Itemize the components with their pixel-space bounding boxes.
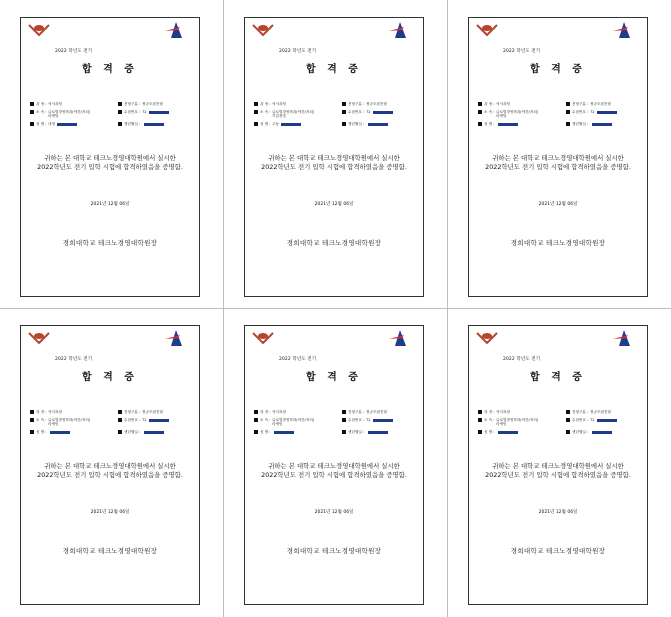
year-term: 2022 학년도 전기: [279, 357, 317, 362]
statement-line-2: 2022학년도 전기 입학 시험에 합격하였음을 증명함.: [37, 163, 183, 171]
khu-techno-logo-icon: [162, 329, 186, 347]
dept-value: 글로벌경영학과(야간/저녁) 마케팅: [48, 110, 91, 118]
statement-line-1: 귀하는 본 대학교 테크노경영대학원에서 실시한: [268, 154, 400, 162]
info-row-name: [30, 122, 195, 130]
info-row-course: [254, 102, 419, 110]
birth-label: 생년월일 :: [124, 122, 141, 126]
issue-date: 2021년 12월 06일: [538, 510, 578, 515]
exam-no-value: 72: [142, 110, 147, 114]
statement-line-2: 2022학년도 전기 입학 시험에 합격하였음을 증명함.: [261, 471, 407, 479]
redacted-stamp: [57, 123, 77, 126]
signer: 경희대학교 테크노경영대학원장: [510, 239, 606, 247]
exam-no-value: 72: [590, 110, 595, 114]
redacted-stamp: [592, 123, 612, 126]
course-label: 과 정 :: [260, 410, 271, 414]
signer: 경희대학교 테크노경영대학원장: [62, 239, 158, 247]
exam-no-value: 72: [366, 418, 371, 422]
info-row-course: [30, 410, 195, 418]
type-label: 전형구분 :: [348, 410, 365, 414]
khu-techno-logo-icon: [386, 329, 410, 347]
dept-label: 소 속 :: [484, 110, 495, 114]
course-value: 석사과정: [272, 102, 286, 106]
info-row-course: [254, 410, 419, 418]
redacted-stamp: [144, 431, 164, 434]
type-label: 전형구분 :: [572, 102, 589, 106]
exam-no-label: 수험번호 :: [124, 418, 141, 422]
dept-value: 글로벌경영학과(야간/저녁) 마케팅: [496, 418, 539, 426]
exam-no-value: 72: [142, 418, 147, 422]
statement: [245, 462, 423, 480]
type-value: 정규모집전형: [590, 102, 611, 106]
dept-label: 소 속 :: [260, 110, 271, 114]
name-label: 성 명 :: [36, 430, 47, 434]
statement-line-2: 2022학년도 전기 입학 시험에 합격하였음을 증명함.: [37, 471, 183, 479]
certificate-title: 합 격 증: [306, 372, 362, 383]
info-row-dept: [478, 110, 643, 118]
info-row-name: [254, 430, 419, 438]
type-label: 전형구분 :: [124, 410, 141, 414]
exam-no-label: 수험번호 :: [572, 418, 589, 422]
info-row-name: [478, 122, 643, 130]
name-value: 내정: [48, 122, 55, 126]
course-label: 과 정 :: [484, 102, 495, 106]
khu-techno-logo-icon: [610, 329, 634, 347]
birth-label: 생년월일 :: [572, 430, 589, 434]
issue-date: 2021년 12월 06일: [90, 510, 130, 515]
year-term: 2022 학년도 전기: [55, 49, 93, 54]
year-term: 2022 학년도 전기: [503, 49, 541, 54]
name-value: 고둥: [272, 122, 279, 126]
course-label: 과 정 :: [260, 102, 271, 106]
birth-label: 생년월일 :: [348, 430, 365, 434]
statement-line-2: 2022학년도 전기 입학 시험에 합격하였음을 증명함.: [485, 471, 631, 479]
birth-label: 생년월일 :: [572, 122, 589, 126]
course-value: 석사과정: [496, 102, 510, 106]
khu-emblem-icon: [475, 331, 499, 345]
redacted-stamp: [592, 431, 612, 434]
name-label: 성 명 :: [260, 430, 271, 434]
issue-date: 2021년 12월 06일: [314, 510, 354, 515]
info-row-dept: [254, 110, 419, 118]
certificate-title: 합 격 증: [82, 64, 138, 75]
redacted-stamp: [50, 431, 70, 434]
redacted-stamp: [498, 431, 518, 434]
certificate-card: [20, 17, 200, 297]
exam-no-label: 수험번호 :: [124, 110, 141, 114]
statement: [245, 154, 423, 172]
dept-label: 소 속 :: [36, 418, 47, 422]
redacted-stamp: [274, 431, 294, 434]
name-label: 성 명 :: [260, 122, 271, 126]
redacted-stamp: [597, 111, 617, 114]
certificate-card: [20, 325, 200, 605]
certificate-title: 합 격 증: [530, 372, 586, 383]
redacted-stamp: [368, 431, 388, 434]
statement: [469, 154, 647, 172]
signer: 경희대학교 테크노경영대학원장: [286, 547, 382, 555]
year-term: 2022 학년도 전기: [279, 49, 317, 54]
khu-techno-logo-icon: [610, 21, 634, 39]
course-value: 석사과정: [48, 410, 62, 414]
birth-label: 생년월일 :: [348, 122, 365, 126]
dept-value: 글로벌경영학과(야간/저녁) 기업경영: [272, 110, 315, 118]
dept-value: 글로벌경영학과(야간/저녁) 마케팅: [272, 418, 315, 426]
dept-value: 글로벌경영학과(야간/저녁) 마케팅: [496, 110, 539, 118]
redacted-stamp: [368, 123, 388, 126]
dept-label: 소 속 :: [36, 110, 47, 114]
name-label: 성 명 :: [36, 122, 47, 126]
type-label: 전형구분 :: [348, 102, 365, 106]
certificate-card: [468, 17, 648, 297]
info-row-name: [254, 122, 419, 130]
row-divider: [0, 308, 671, 309]
exam-no-label: 수험번호 :: [348, 418, 365, 422]
statement-line-1: 귀하는 본 대학교 테크노경영대학원에서 실시한: [492, 154, 624, 162]
khu-emblem-icon: [251, 23, 275, 37]
signer: 경희대학교 테크노경영대학원장: [62, 547, 158, 555]
type-value: 정규모집전형: [590, 410, 611, 414]
exam-no-value: 72: [366, 110, 371, 114]
statement-line-1: 귀하는 본 대학교 테크노경영대학원에서 실시한: [44, 154, 176, 162]
statement-line-1: 귀하는 본 대학교 테크노경영대학원에서 실시한: [492, 462, 624, 470]
certificate-card: [468, 325, 648, 605]
birth-label: 생년월일 :: [124, 430, 141, 434]
redacted-stamp: [149, 111, 169, 114]
course-value: 석사과정: [496, 410, 510, 414]
course-label: 과 정 :: [484, 410, 495, 414]
redacted-stamp: [149, 419, 169, 422]
statement: [469, 462, 647, 480]
certificate-title: 합 격 증: [82, 372, 138, 383]
type-label: 전형구분 :: [124, 102, 141, 106]
info-row-dept: [30, 418, 195, 426]
name-label: 성 명 :: [484, 122, 495, 126]
certificate-title: 합 격 증: [306, 64, 362, 75]
redacted-stamp: [281, 123, 301, 126]
course-label: 과 정 :: [36, 410, 47, 414]
certificate-card: [244, 325, 424, 605]
redacted-stamp: [373, 419, 393, 422]
dept-value: 글로벌경영학과(야간/저녁) 마케팅: [48, 418, 91, 426]
type-value: 정규모집전형: [142, 102, 163, 106]
type-label: 전형구분 :: [572, 410, 589, 414]
statement-line-1: 귀하는 본 대학교 테크노경영대학원에서 실시한: [44, 462, 176, 470]
info-row-course: [478, 410, 643, 418]
type-value: 정규모집전형: [366, 102, 387, 106]
info-row-name: [30, 430, 195, 438]
signer: 경희대학교 테크노경영대학원장: [510, 547, 606, 555]
course-value: 석사과정: [272, 410, 286, 414]
info-row-course: [478, 102, 643, 110]
course-value: 석사과정: [48, 102, 62, 106]
statement-line-2: 2022학년도 전기 입학 시험에 합격하였음을 증명함.: [485, 163, 631, 171]
khu-techno-logo-icon: [386, 21, 410, 39]
type-value: 정규모집전형: [366, 410, 387, 414]
statement: [21, 154, 199, 172]
dept-label: 소 속 :: [260, 418, 271, 422]
issue-date: 2021년 12월 06일: [538, 202, 578, 207]
info-row-name: [478, 430, 643, 438]
khu-emblem-icon: [27, 23, 51, 37]
statement: [21, 462, 199, 480]
info-row-dept: [30, 110, 195, 118]
khu-techno-logo-icon: [162, 21, 186, 39]
redacted-stamp: [373, 111, 393, 114]
statement-line-1: 귀하는 본 대학교 테크노경영대학원에서 실시한: [268, 462, 400, 470]
info-row-dept: [478, 418, 643, 426]
info-row-dept: [254, 418, 419, 426]
khu-emblem-icon: [27, 331, 51, 345]
khu-emblem-icon: [251, 331, 275, 345]
statement-line-2: 2022학년도 전기 입학 시험에 합격하였음을 증명함.: [261, 163, 407, 171]
exam-no-value: 72: [590, 418, 595, 422]
exam-no-label: 수험번호 :: [572, 110, 589, 114]
dept-label: 소 속 :: [484, 418, 495, 422]
year-term: 2022 학년도 전기: [55, 357, 93, 362]
issue-date: 2021년 12월 06일: [90, 202, 130, 207]
type-value: 정규모집전형: [142, 410, 163, 414]
year-term: 2022 학년도 전기: [503, 357, 541, 362]
info-row-course: [30, 102, 195, 110]
course-label: 과 정 :: [36, 102, 47, 106]
name-label: 성 명 :: [484, 430, 495, 434]
issue-date: 2021년 12월 06일: [314, 202, 354, 207]
exam-no-label: 수험번호 :: [348, 110, 365, 114]
redacted-stamp: [144, 123, 164, 126]
signer: 경희대학교 테크노경영대학원장: [286, 239, 382, 247]
certificate-title: 합 격 증: [530, 64, 586, 75]
certificate-card: [244, 17, 424, 297]
khu-emblem-icon: [475, 23, 499, 37]
redacted-stamp: [498, 123, 518, 126]
redacted-stamp: [597, 419, 617, 422]
